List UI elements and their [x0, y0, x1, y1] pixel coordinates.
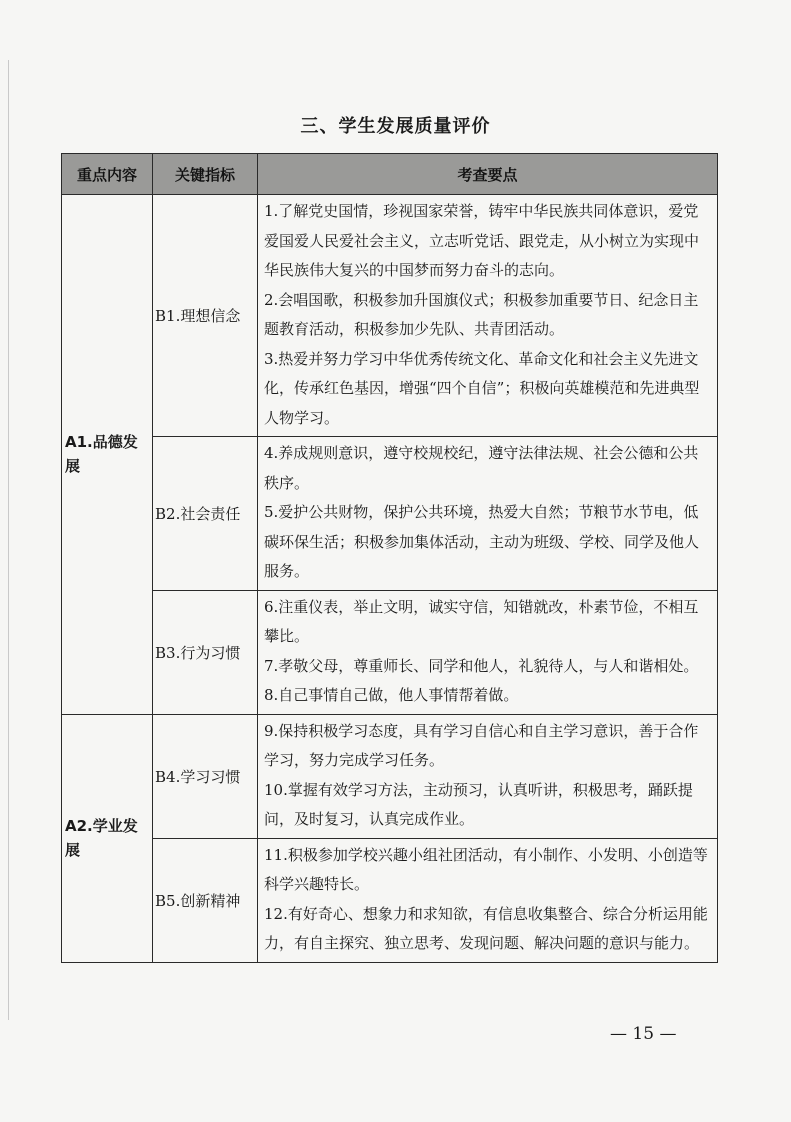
points-cell-b2	[258, 437, 718, 591]
table-row	[62, 714, 718, 838]
assessment-point: 1.了解党史国情，珍视国家荣誉，铸牢中华民族共同体意识，爱党爱国爱人民爱社会主义，立志听党话、跟党走，从小树立为实现中华民族伟大复兴的中国梦而努力奋斗的志向。	[264, 202, 700, 279]
assessment-point: 11.积极参加学校兴趣小组社团活动，有小制作、小发明、小创造等科学兴趣特长。	[264, 845, 708, 893]
indicator-cell-b4: B4.学习习惯	[153, 714, 258, 838]
assessment-point: 10.掌握有效学习方法，主动预习，认真听讲，积极思考，踊跃提问，及时复习，认真完成作业。	[264, 780, 693, 828]
assessment-point: 7.孝敬父母，尊重师长、同学和他人，礼貌待人，与人和谐相处。	[264, 656, 699, 675]
points-cell-b1	[258, 195, 718, 437]
page-number: — 15 —	[610, 1024, 677, 1044]
assessment-point: 6.注重仪表，举止文明，诚实守信，知错就改，朴素节俭，不相互攀比。	[264, 597, 699, 645]
table-row	[62, 590, 718, 714]
domain-cell-a2: A2.学业发展	[62, 714, 153, 962]
table-row	[62, 437, 718, 591]
points-cell-b4	[258, 714, 718, 838]
page-title: 三、学生发展质量评价	[300, 116, 491, 137]
assessment-point: 3.热爱并努力学习中华优秀传统文化、革命文化和社会主义先进文化，传承红色基因，增强“四个自信”；积极向英雄模范和先进典型人物学习。	[264, 349, 700, 427]
table-header	[62, 154, 718, 195]
indicator-cell-b5: B5.创新精神	[153, 838, 258, 962]
table-row	[62, 195, 718, 437]
points-cell-b5	[258, 838, 718, 962]
assessment-point: 4.养成规则意识，遵守校规校纪，遵守法律法规、社会公德和公共秩序。	[264, 444, 699, 492]
header-key-indicator: 关键指标	[153, 154, 258, 195]
assessment-point: 9.保持积极学习态度，具有学习自信心和自主学习意识，善于合作学习，努力完成学习任务。	[264, 721, 699, 769]
points-cell-b3	[258, 590, 718, 714]
domain-cell-a1: A1.品德发展	[62, 195, 153, 715]
indicator-cell-b2: B2.社会责任	[153, 437, 258, 591]
header-assessment-points: 考查要点	[258, 154, 718, 195]
table-body	[62, 195, 718, 963]
assessment-point: 8.自己事情自己做，他人事情帮着做。	[264, 686, 519, 704]
header-row	[62, 154, 718, 195]
evaluation-table	[61, 153, 718, 963]
assessment-point: 2.会唱国歌，积极参加升国旗仪式；积极参加重要节日、纪念日主题教育活动，积极参加少先队、共青团活动。	[264, 290, 699, 338]
header-key-content: 重点内容	[62, 154, 153, 195]
assessment-point: 5.爱护公共财物，保护公共环境，热爱大自然；节粮节水节电，低碳环保生活；积极参加集体活动，主动为班级、学校、同学及他人服务。	[264, 503, 700, 580]
scan-edge-line	[8, 60, 9, 1020]
indicator-cell-b3: B3.行为习惯	[153, 590, 258, 714]
indicator-cell-b1: B1.理想信念	[153, 195, 258, 437]
assessment-point: 12.有好奇心、想象力和求知欲，有信息收集整合、综合分析运用能力，有自主探究、独立思考、发现问题、解决问题的意识与能力。	[264, 904, 708, 952]
table-row	[62, 838, 718, 962]
